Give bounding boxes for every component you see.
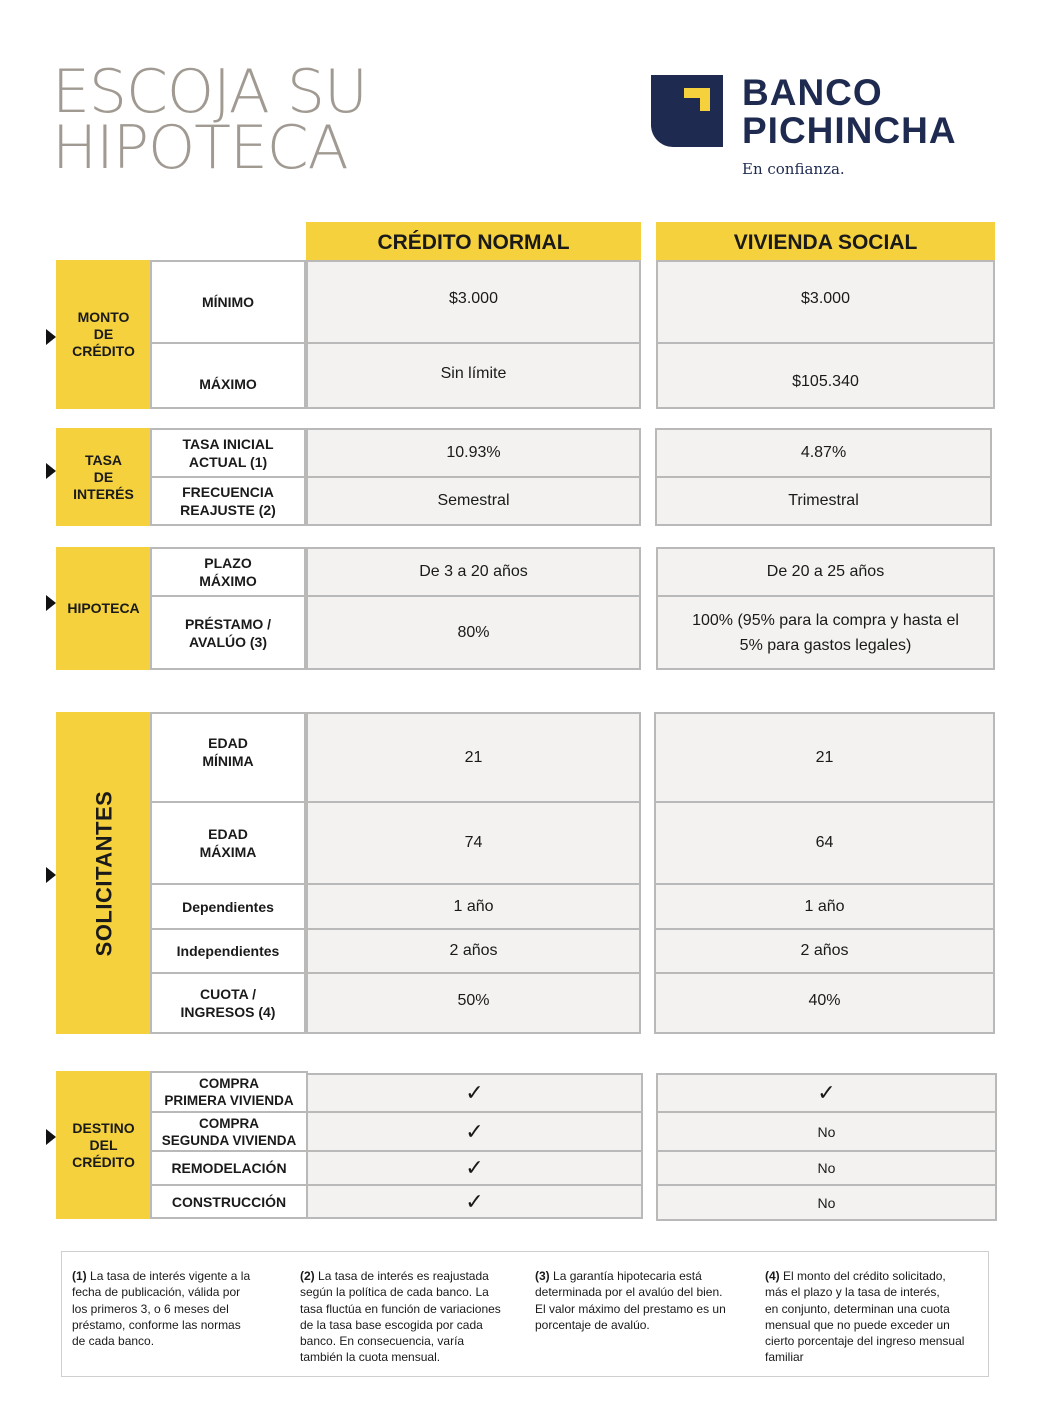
category-tasa-interes [56, 428, 151, 526]
footnote-text: El monto del crédito solicitado, más el plazo y la tasa de interés, en conjunto, determinan una cuota mensual que no puede exceder un cierto porcentaje del ingreso mensual familiar [765, 1269, 965, 1365]
bank-name-line-2: PICHINCHA [742, 110, 957, 151]
cell-vivienda-social: De 20 a 25 años [656, 547, 995, 597]
category-hipoteca [56, 547, 151, 670]
row-label: FRECUENCIA REAJUSTE (2) [150, 476, 306, 526]
title-line-2: HIPOTECA [52, 113, 348, 183]
footnote-text: La garantía hipotecaria está determinada por el avalúo del bien. El valor máximo del prestamo es un porcentaje de avalúo. [535, 1269, 726, 1332]
cell-vivienda-social-check-icon: ✓ [656, 1073, 997, 1113]
row-label: COMPRA PRIMERA VIVIENDA [150, 1071, 308, 1113]
cell-vivienda-social: No [656, 1150, 997, 1186]
cell-credito-normal: De 3 a 20 años [306, 547, 641, 597]
cell-vivienda-social: 1 año [654, 883, 995, 930]
row-label: REMODELACIÓN [150, 1150, 308, 1186]
cell-vivienda-social: 21 [654, 712, 995, 803]
footnote-3 [535, 1268, 755, 1333]
category-label: DESTINO DEL CRÉDITO [72, 1119, 135, 1170]
row-label: Dependientes [150, 883, 306, 930]
section-arrow-icon [46, 595, 56, 611]
category-label: MONTO DE CRÉDITO [72, 309, 135, 359]
row-label: EDAD MÁXIMA [150, 801, 306, 885]
footnotes-box [61, 1251, 989, 1377]
page-title [52, 57, 367, 183]
cell-vivienda-social: $105.340 [656, 342, 995, 409]
row-label: CONSTRUCCIÓN [150, 1184, 308, 1219]
title-line-1: ESCOJA SU [52, 57, 367, 127]
footnote-number: (4) [765, 1269, 780, 1283]
bank-tagline: En confianza. [742, 160, 845, 178]
row-label: PLAZO MÁXIMO [150, 547, 306, 597]
cell-vivienda-social: 64 [654, 801, 995, 885]
cell-vivienda-social: $3.000 [656, 260, 995, 344]
cell-vivienda-social: No [656, 1184, 997, 1221]
cell-credito-normal: 74 [306, 801, 641, 885]
category-destino-credito [56, 1071, 151, 1219]
bank-name [742, 74, 957, 150]
bank-logo-icon [651, 75, 723, 147]
column-header-credito-normal: CRÉDITO NORMAL [306, 222, 641, 260]
row-label: Independientes [150, 928, 306, 974]
row-label: PRÉSTAMO / AVALÚO (3) [150, 595, 306, 670]
cell-credito-normal-check-icon: ✓ [306, 1073, 643, 1113]
cell-credito-normal: 50% [306, 972, 641, 1034]
cell-credito-normal-check-icon: ✓ [306, 1111, 643, 1152]
cell-credito-normal-check-icon: ✓ [306, 1184, 643, 1219]
bank-name-line-1: BANCO [742, 72, 883, 113]
section-arrow-icon [46, 463, 56, 479]
row-label: MÍNIMO [150, 260, 306, 344]
row-label: MÁXIMO [150, 342, 306, 409]
footnote-number: (1) [72, 1269, 87, 1283]
cell-vivienda-social: 100% (95% para la compra y hasta el 5% para gastos legales) [656, 595, 995, 670]
cell-vivienda-social: No [656, 1111, 997, 1152]
category-label: TASA DE INTERÉS [73, 451, 134, 502]
cell-credito-normal-check-icon: ✓ [306, 1150, 643, 1186]
footnote-2 [300, 1268, 528, 1366]
cell-vivienda-social: 4.87% [655, 428, 992, 478]
cell-vivienda-social: Trimestral [655, 476, 992, 526]
footnote-text: La tasa de interés es reajustada según la política de cada banco. La tasa fluctúa en función de variaciones de la tasa base escogida por cada banco. En consecuencia, varía también la cuota mensual. [300, 1269, 501, 1365]
footnote-number: (2) [300, 1269, 315, 1283]
cell-credito-normal: 80% [306, 595, 641, 670]
section-arrow-icon [46, 329, 56, 345]
category-label: HIPOTECA [67, 600, 140, 616]
category-monto-credito [56, 260, 151, 409]
section-arrow-icon [46, 867, 56, 883]
footnote-number: (3) [535, 1269, 550, 1283]
row-label: COMPRA SEGUNDA VIVIENDA [150, 1111, 308, 1152]
column-header-vivienda-social: VIVIENDA SOCIAL [656, 222, 995, 260]
cell-credito-normal: Sin límite [306, 342, 641, 409]
footnote-4 [765, 1268, 987, 1366]
row-label: CUOTA / INGRESOS (4) [150, 972, 306, 1034]
cell-credito-normal: 10.93% [306, 428, 641, 478]
cell-credito-normal: $3.000 [306, 260, 641, 344]
category-solicitantes [56, 712, 151, 1034]
cell-credito-normal: 1 año [306, 883, 641, 930]
row-label: TASA INICIAL ACTUAL (1) [150, 428, 306, 478]
row-label: EDAD MÍNIMA [150, 712, 306, 803]
cell-credito-normal: Semestral [306, 476, 641, 526]
cell-credito-normal: 21 [306, 712, 641, 803]
category-label: SOLICITANTES [91, 790, 116, 956]
cell-vivienda-social: 2 años [654, 928, 995, 974]
section-arrow-icon [46, 1129, 56, 1145]
cell-vivienda-social: 40% [654, 972, 995, 1034]
footnote-text: La tasa de interés vigente a la fecha de publicación, válida por los primeros 3, o 6 meses del préstamo, conforme las normas de cada banco. [72, 1269, 251, 1349]
cell-credito-normal: 2 años [306, 928, 641, 974]
footnote-1 [72, 1268, 287, 1349]
